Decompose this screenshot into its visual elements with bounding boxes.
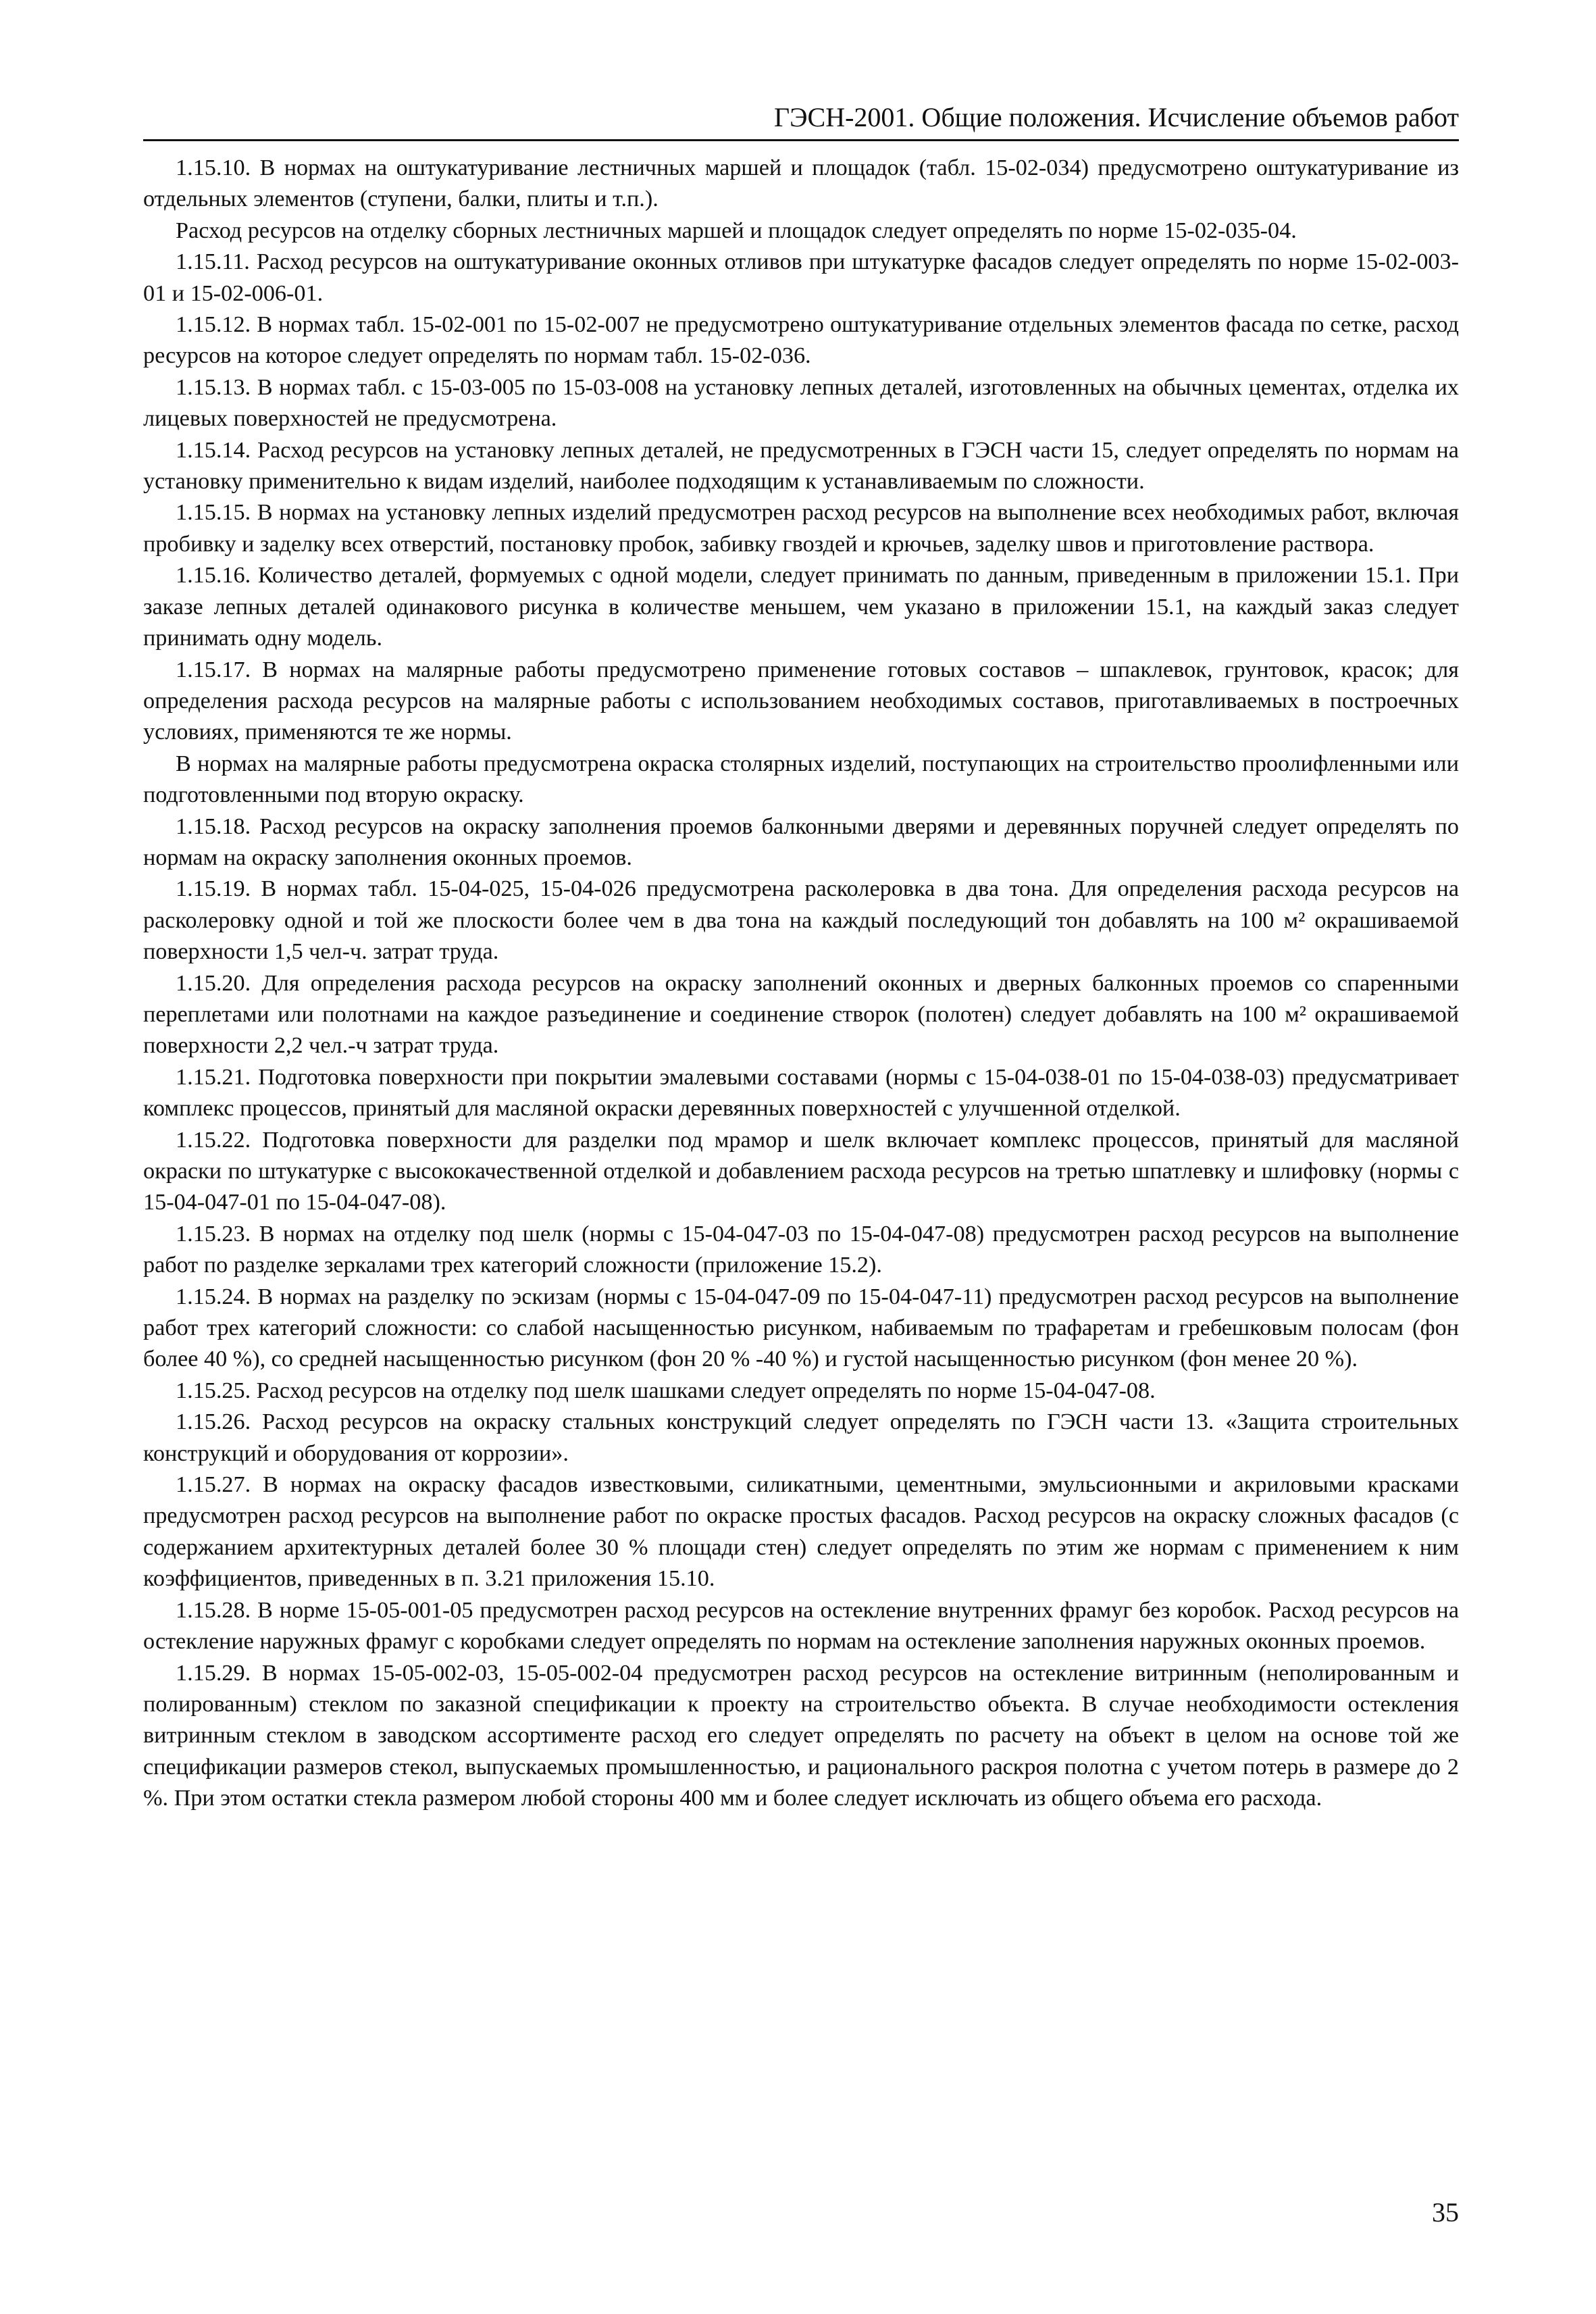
paragraph: 1.15.17. В нормах на малярные работы предусмотрено применение готовых составов – шпаклевок, грунтовок, красок; для определения расхода ресурсов на малярные работы с использованием необходимых составов, приготавливаемых в построечных условиях, применяются те же нормы. (143, 657, 1459, 745)
paragraph: 1.15.29. В нормах 15-05-002-03, 15-05-002-04 предусмотрен расход ресурсов на остекление витринным (неполированным и полированным) стеклом по заказной спецификации к проекту на строительство объекта. В случае необходимости остекления витринным стеклом в заводском ассортименте расход его следует определять по расчету на объект в целом на основе той же спецификации размеров стекол, выпускаемых промышленностью, и рационального раскроя полотна с учетом потерь в размере до 2 %. При этом остатки стекла размером любой стороны 400 мм и более следует исключать из общего объема его расхода. (143, 1660, 1459, 1811)
paragraph: 1.15.19. В нормах табл. 15-04-025, 15-04-026 предусмотрена расколеровка в два тона. Для определения расхода ресурсов на расколеровку одной и той же плоскости более чем в два тона на каждый последующий тон добавлять на 100 м² окрашиваемой поверхности 1,5 чел-ч. затрат труда. (143, 876, 1459, 965)
paragraph: 1.15.16. Количество деталей, формуемых с одной модели, следует принимать по данным, приведенным в приложении 15.1. При заказе лепных деталей одинакового рисунка в количестве меньшем, чем указано в приложении 15.1, на каждый заказ следует принимать одну модель. (143, 563, 1459, 651)
paragraph: 1.15.21. Подготовка поверхности при покрытии эмалевыми составами (нормы с 15-04-038-01 по 15-04-038-03) предусматривает комплекс процессов, принятый для масляной окраски деревянных поверхностей с улучшенной отделкой. (143, 1064, 1459, 1122)
paragraph: 1.15.10. В нормах на оштукатуривание лестничных маршей и площадок (табл. 15-02-034) предусмотрено оштукатуривание из отдельных элементов (ступени, балки, плиты и т.п.). (143, 155, 1459, 212)
paragraph: 1.15.12. В нормах табл. 15-02-001 по 15-02-007 не предусмотрено оштукатуривание отдельных элементов фасада по сетке, расход ресурсов на которое следует определять по нормам табл. 15-02-036. (143, 312, 1459, 369)
paragraph: 1.15.24. В нормах на разделку по эскизам (нормы с 15-04-047-09 по 15-04-047-11) предусмотрен расход ресурсов на выполнение работ трех категорий сложности: со слабой насыщенностью рисунком, набиваемым по трафаретам и гребешковым полосам (фон более 40 %), со средней насыщенностью рисунком (фон 20 % -40 %) и густой насыщенностью рисунком (фон менее 20 %). (143, 1284, 1459, 1372)
paragraph: 1.15.20. Для определения расхода ресурсов на окраску заполнений оконных и дверных балконных проемов со спаренными переплетами или полотнами на каждое разъединение и соединение створок (полотен) следует добавлять на 100 м² окрашиваемой поверхности 2,2 чел.-ч затрат труда. (143, 970, 1459, 1059)
paragraph: 1.15.27. В нормах на окраску фасадов известковыми, силикатными, цементными, эмульсионными и акриловыми красками предусмотрен расход ресурсов на выполнение работ по окраске простых фасадов. Расход ресурсов на окраску сложных фасадов (с содержанием архитектурных деталей более 30 % площади стен) следует определять по этим же нормам с применением к ним коэффициентов, приведенных в п. 3.21 приложения 15.10. (143, 1472, 1459, 1592)
paragraph: 1.15.14. Расход ресурсов на установку лепных деталей, не предусмотренных в ГЭСН части 15, следует определять по нормам на установку применительно к видам изделий, наиболее подходящим к устанавливаемым по сложности. (143, 437, 1459, 495)
body-text (143, 153, 1459, 1815)
page-number: 35 (1432, 2197, 1459, 2228)
header-rule (143, 139, 1459, 141)
paragraph: 1.15.28. В норме 15-05-001-05 предусмотрен расход ресурсов на остекление внутренних фрамуг без коробок. Расход ресурсов на остекление наружных фрамуг с коробками следует определять по нормам на остекление заполнения наружных оконных проемов. (143, 1597, 1459, 1655)
paragraph: Расход ресурсов на отделку сборных лестничных маршей и площадок следует определять по норме 15-02-035-04. (176, 218, 1297, 243)
paragraph: 1.15.25. Расход ресурсов на отделку под шелк шашками следует определять по норме 15-04-047-08. (176, 1378, 1156, 1403)
paragraph: 1.15.23. В нормах на отделку под шелк (нормы с 15-04-047-03 по 15-04-047-08) предусмотрен расход ресурсов на выполнение работ по разделке зеркалами трех категорий сложности (приложение 15.2). (143, 1221, 1459, 1278)
paragraph: 1.15.18. Расход ресурсов на окраску заполнения проемов балконными дверями и деревянных поручней следует определять по нормам на окраску заполнения оконных проемов. (143, 813, 1459, 870)
paragraph: 1.15.11. Расход ресурсов на оштукатуривание оконных отливов при штукатурке фасадов следует определять по норме 15-02-003-01 и 15-02-006-01. (143, 249, 1459, 306)
paragraph: 1.15.22. Подготовка поверхности для разделки под мрамор и шелк включает комплекс процессов, принятый для масляной окраски по штукатурке с высококачественной отделкой и добавлением расхода ресурсов на третью шпатлевку и шлифовку (нормы с 15-04-047-01 по 15-04-047-08). (143, 1127, 1459, 1215)
paragraph: 1.15.26. Расход ресурсов на окраску стальных конструкций следует определять по ГЭСН части 13. «Защита строительных конструкций и оборудования от коррозии». (143, 1409, 1459, 1466)
paragraph: 1.15.13. В нормах табл. с 15-03-005 по 15-03-008 на установку лепных деталей, изготовленных на обычных цементах, отделка их лицевых поверхностей не предусмотрена. (143, 374, 1459, 432)
paragraph: В нормах на малярные работы предусмотрена окраска столярных изделий, поступающих на строительство проолифленными или подготовленными под вторую окраску. (143, 751, 1459, 808)
paragraph: 1.15.15. В нормах на установку лепных изделий предусмотрен расход ресурсов на выполнение всех необходимых работ, включая пробивку и заделку всех отверстий, постановку пробок, забивку гвоздей и крючьев, заделку швов и приготовление раствора. (143, 500, 1459, 557)
running-header: ГЭСН-2001. Общие положения. Исчисление объемов работ (774, 102, 1459, 132)
